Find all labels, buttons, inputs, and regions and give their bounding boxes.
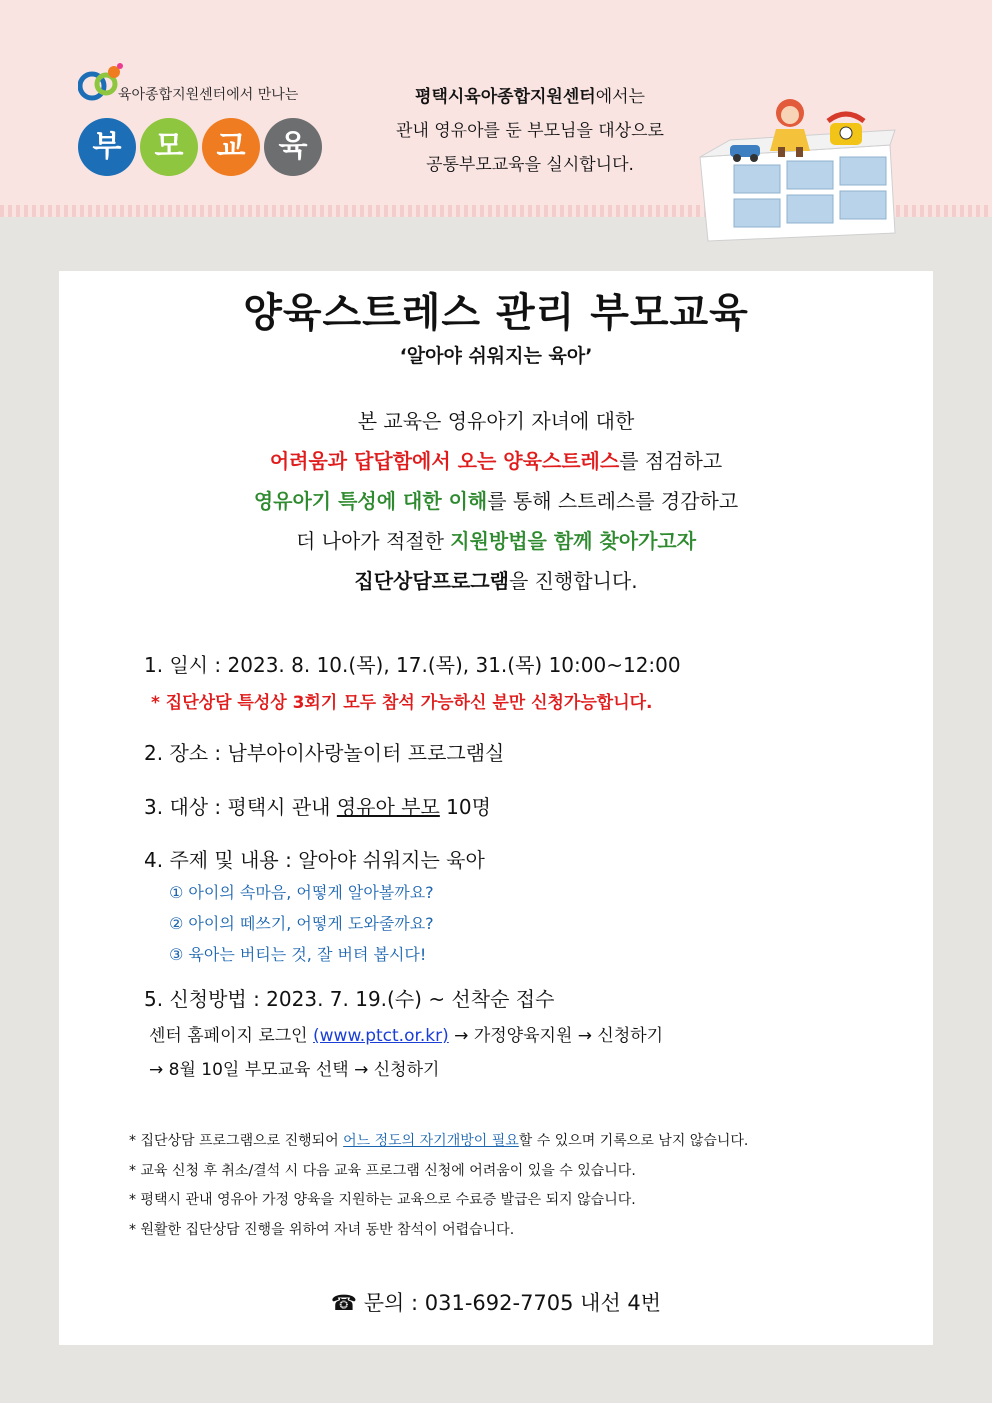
note-1 [129, 1127, 748, 1157]
apply-method-line1 [149, 1019, 663, 1053]
header-intro-line3: 공통부모교육을 실시합니다. [426, 155, 634, 175]
logo-letter-4: 육 [264, 118, 322, 176]
section-topic: 4. 주제 및 내용 : 알아야 쉬워지는 육아 [144, 848, 485, 872]
intro-line-5 [59, 561, 933, 601]
notes-list [129, 1127, 748, 1245]
center-name: 평택시육아종합지원센터 [415, 87, 596, 107]
apply-method-post: → 가정양육지원 → 신청하기 [448, 1026, 664, 1046]
header-intro [345, 80, 715, 182]
apply-method-pre: 센터 홈페이지 로그인 [149, 1026, 314, 1046]
note-2: * 교육 신청 후 취소/결석 시 다음 교육 프로그램 신청에 어려움이 있을 수 있습니다. [129, 1162, 636, 1179]
main-card [59, 271, 933, 1345]
section-target-pre: 3. 대상 : 평택시 관내 [144, 795, 337, 819]
intro-highlight-green-1: 영유아기 특성에 대한 이해 [253, 489, 488, 513]
section-target [144, 791, 491, 820]
phone-icon: ☎ [330, 1291, 358, 1315]
logo-letters [78, 118, 338, 178]
logo-letter-3: 교 [202, 118, 260, 176]
logo-tagline: 육아종합지원센터에서 만나는 [118, 87, 299, 103]
logo-letter-2: 모 [140, 118, 198, 176]
intro-line-2 [59, 441, 933, 481]
section-target-underline: 영유아 부모 [336, 795, 440, 819]
section-schedule: 1. 일시 : 2023. 8. 10.(목), 17.(목), 31.(목) 10:00~12:00 [144, 653, 681, 677]
topic-item-2: ② 아이의 떼쓰기, 어떻게 도와줄까요? [169, 914, 434, 933]
intro-highlight-green-2: 지원방법을 함께 찾아가고자 [450, 529, 697, 553]
note-1-underline: 어느 정도의 자기개방이 필요 [343, 1133, 519, 1149]
logo-letter-1: 부 [78, 118, 136, 176]
contact-info [59, 1287, 933, 1317]
intro-line-2-rest: 를 점검하고 [619, 449, 723, 473]
note-3: * 평택시 관내 영유아 가정 양육을 지원하는 교육으로 수료증 발급은 되지 않습니다. [129, 1192, 636, 1208]
header-intro-line2: 관내 영유아를 둔 부모님을 대상으로 [396, 121, 664, 141]
page-title: 양육스트레스 관리 부모교육 [243, 290, 749, 336]
note-1-post: 할 수 있으며 기록으로 남지 않습니다. [518, 1133, 749, 1149]
topic-item-3: ③ 육아는 버티는 것, 잘 버텨 봅시다! [169, 945, 427, 964]
apply-method-line2: → 8월 10일 부모교육 선택 → 신청하기 [149, 1060, 440, 1080]
topic-item-1: ① 아이의 속마음, 어떻게 알아볼까요? [169, 883, 434, 902]
section-apply: 5. 신청방법 : 2023. 7. 19.(수) ~ 선착순 접수 [144, 987, 555, 1011]
intro-line-4-pre: 더 나아가 적절한 [295, 529, 451, 553]
homepage-link[interactable]: (www.ptct.or.kr) [313, 1026, 449, 1046]
intro-program-name: 집단상담프로그램 [354, 569, 509, 593]
intro-highlight-red: 어려움과 답답함에서 오는 양육스트레스 [269, 449, 620, 473]
note-4: * 원활한 집단상담 진행을 위하여 자녀 동반 참석이 어렵습니다. [129, 1221, 515, 1238]
contact-text: 문의 : 031-692-7705 내선 4번 [363, 1291, 662, 1315]
intro-line-5-rest: 을 진행합니다. [508, 569, 638, 593]
page-subtitle: ‘알아야 쉬워지는 육아’ [399, 345, 593, 367]
intro-line-3-rest: 를 통해 스트레스를 경감하고 [487, 489, 739, 513]
header-intro-line1-rest: 에서는 [595, 87, 645, 107]
intro-line-3 [59, 481, 933, 521]
toy-shelf-illustration [690, 85, 910, 245]
apply-method [149, 1019, 663, 1087]
schedule-note: * 집단상담 특성상 3회기 모두 참석 가능하신 분만 신청가능합니다. [151, 693, 653, 713]
intro-line-4 [59, 521, 933, 561]
note-1-pre: * 집단상담 프로그램으로 진행되어 [129, 1133, 344, 1149]
header-intro-line1 [345, 80, 715, 114]
section-target-post: 10명 [439, 795, 491, 819]
intro-line-1: 본 교육은 영유아기 자녀에 대한 [357, 409, 635, 433]
section-location: 2. 장소 : 남부아이사랑놀이터 프로그램실 [144, 741, 505, 765]
topic-list [169, 877, 434, 970]
intro-paragraph [59, 401, 933, 601]
